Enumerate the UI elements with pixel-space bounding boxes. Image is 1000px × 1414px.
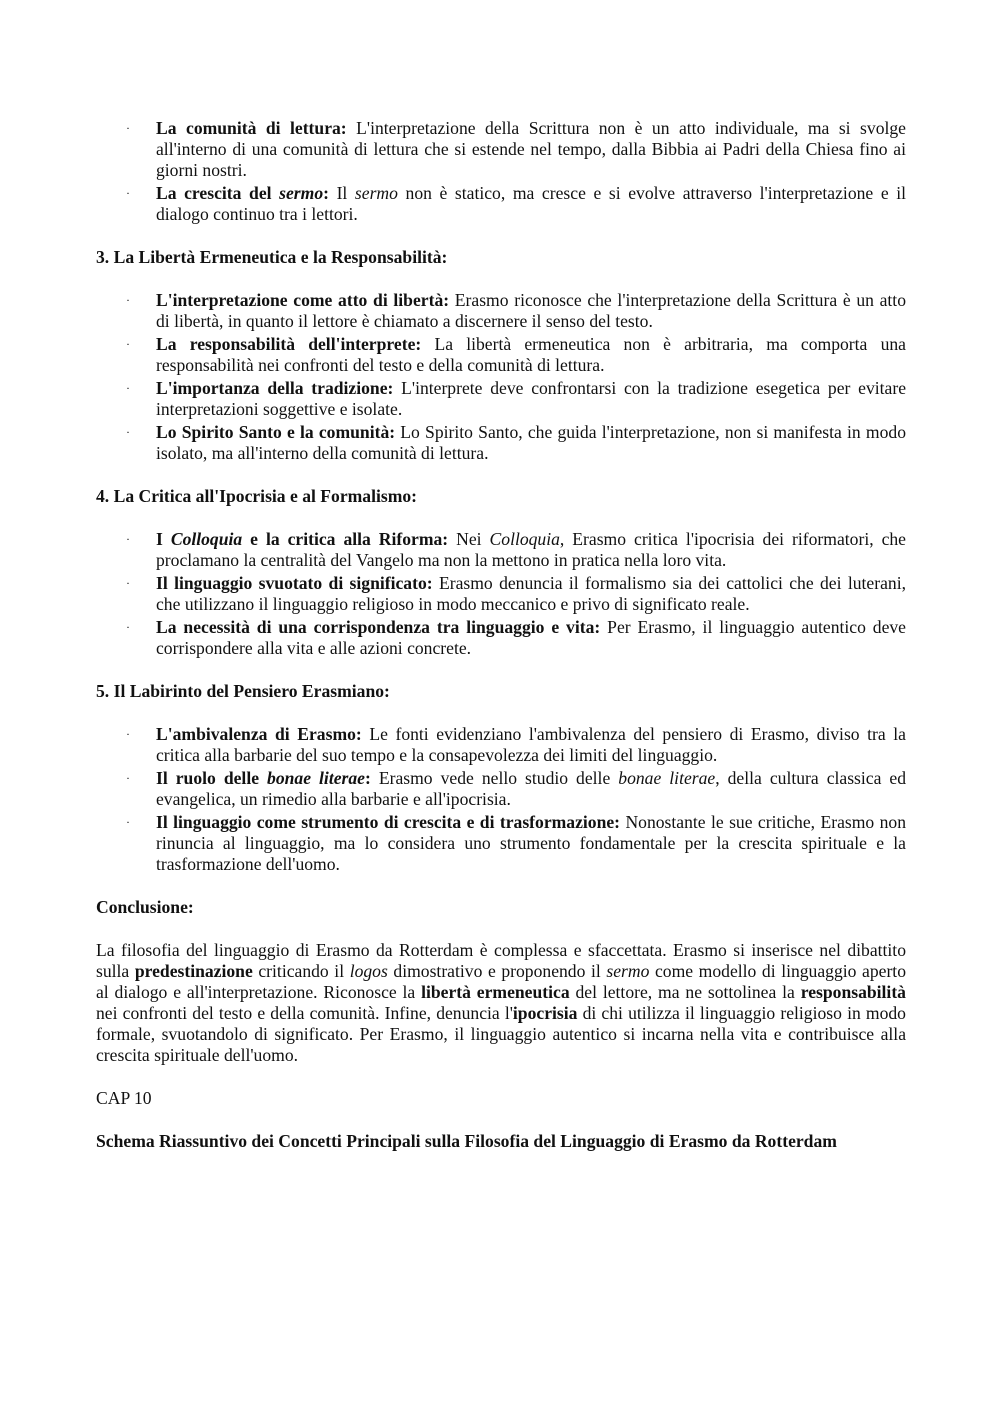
list-item [96, 768, 906, 810]
item-text: La libertà ermeneutica non è arbitraria, ma comporta una responsabilità nei confronti del testo e della comunità di lettura. [156, 334, 906, 375]
section4-list [96, 529, 906, 659]
item-term: La comunità di lettura: [156, 118, 347, 138]
list-item [96, 724, 906, 766]
conclusion-paragraph: La filosofia del linguaggio di Erasmo da Rotterdam è complessa e sfaccettata. Erasmo si inserisce nel dibattito sulla predestinazione criticando il logos dimostrativo e proponendo il sermo come modello di linguaggio aperto al dialogo e all'interpretazione. Riconosce la libertà ermeneutica del lettore, ma ne sottolinea la responsabilità nei confronti del testo e della comunità. Infine, denuncia l'ipocrisia di chi utilizza il linguaggio religioso in modo formale, svuotandolo di significato. Per Erasmo, il linguaggio autentico si incarna nella vita e contribuisce alla crescita spirituale dell'uomo. [96, 940, 906, 1065]
item-term: Il ruolo delle bonae literae: [156, 768, 371, 788]
bullet-icon: · [126, 425, 130, 439]
item-term: La necessità di una corrispondenza tra linguaggio e vita: [156, 617, 601, 637]
bullet-icon: · [126, 815, 130, 829]
item-text: Le fonti evidenziano l'ambivalenza del pensiero di Erasmo, diviso tra la critica alla barbarie del suo tempo e la consapevolezza dei limiti del linguaggio. [156, 724, 906, 765]
item-text: Erasmo denuncia il formalismo sia dei cattolici che dei luterani, che utilizzano il linguaggio religioso in modo meccanico e privo di significato reale. [156, 573, 906, 614]
bullet-icon: · [126, 727, 130, 741]
item-text: Lo Spirito Santo, che guida l'interpretazione, non si manifesta in modo isolato, ma all'interno della comunità di lettura. [156, 422, 906, 463]
section-heading: 4. La Critica all'Ipocrisia e al Formalismo: [96, 486, 418, 506]
item-term: Lo Spirito Santo e la comunità: [156, 422, 396, 442]
bullet-icon: · [126, 532, 130, 546]
item-text: Per Erasmo, il linguaggio autentico deve corrispondere alla vita e alle azioni concrete. [156, 617, 906, 658]
item-term: L'importanza della tradizione: [156, 378, 394, 398]
list-item [96, 529, 906, 571]
item-text: L'interpretazione della Scrittura non è un atto individuale, ma si svolge all'interno di una comunità di lettura che si estende nel tempo, dalla Bibbia ai Padri della Chiesa fino ai giorni nostri. [156, 118, 906, 180]
summary-heading: Schema Riassuntivo dei Concetti Principali sulla Filosofia del Linguaggio di Erasmo da Rotterdam [96, 1131, 837, 1151]
document-page [96, 118, 906, 1152]
bullet-icon: · [126, 293, 130, 307]
section-heading: 3. La Libertà Ermeneutica e la Responsabilità: [96, 247, 448, 267]
list-item [96, 378, 906, 420]
section2-list [96, 118, 906, 225]
bullet-icon: · [126, 771, 130, 785]
list-item [96, 617, 906, 659]
item-text: Il sermo non è statico, ma cresce e si evolve attraverso l'interpretazione e il dialogo continuo tra i lettori. [156, 183, 906, 224]
section5-list [96, 724, 906, 875]
list-item [96, 812, 906, 875]
item-term: La responsabilità dell'interprete: [156, 334, 422, 354]
list-item [96, 183, 906, 225]
item-term: L'interpretazione come atto di libertà: [156, 290, 450, 310]
section3-list [96, 290, 906, 464]
item-term: Il linguaggio come strumento di crescita e di trasformazione: [156, 812, 621, 832]
bullet-icon: · [126, 620, 130, 634]
item-term: I Colloquia e la critica alla Riforma: [156, 529, 449, 549]
list-item [96, 118, 906, 181]
item-term: La crescita del sermo: [156, 183, 329, 203]
item-text: Erasmo riconosce che l'interpretazione della Scrittura è un atto di libertà, in quanto il lettore è chiamato a discernere il senso del testo. [156, 290, 906, 331]
item-text: Nei Colloquia, Erasmo critica l'ipocrisia dei riformatori, che proclamano la centralità del Vangelo ma non la mettono in pratica nella loro vita. [156, 529, 906, 570]
bullet-icon: · [126, 121, 130, 135]
item-text: L'interprete deve confrontarsi con la tradizione esegetica per evitare interpretazioni soggettive e isolate. [156, 378, 907, 419]
list-item [96, 573, 906, 615]
bullet-icon: · [126, 381, 130, 395]
bullet-icon: · [126, 186, 130, 200]
bullet-icon: · [126, 576, 130, 590]
chapter-label: CAP 10 [96, 1088, 152, 1108]
item-term: L'ambivalenza di Erasmo: [156, 724, 362, 744]
list-item [96, 290, 906, 332]
conclusion-heading: Conclusione: [96, 897, 194, 917]
section-heading: 5. Il Labirinto del Pensiero Erasmiano: [96, 681, 390, 701]
item-text: Erasmo vede nello studio delle bonae literae, della cultura classica ed evangelica, un rimedio alla barbarie e all'ipocrisia. [156, 768, 907, 809]
item-text: Nonostante le sue critiche, Erasmo non rinuncia al linguaggio, ma lo considera uno strumento fondamentale per la crescita spirituale e la trasformazione dell'uomo. [156, 812, 906, 874]
item-term: Il linguaggio svuotato di significato: [156, 573, 433, 593]
bullet-icon: · [126, 337, 130, 351]
list-item [96, 422, 906, 464]
list-item [96, 334, 906, 376]
